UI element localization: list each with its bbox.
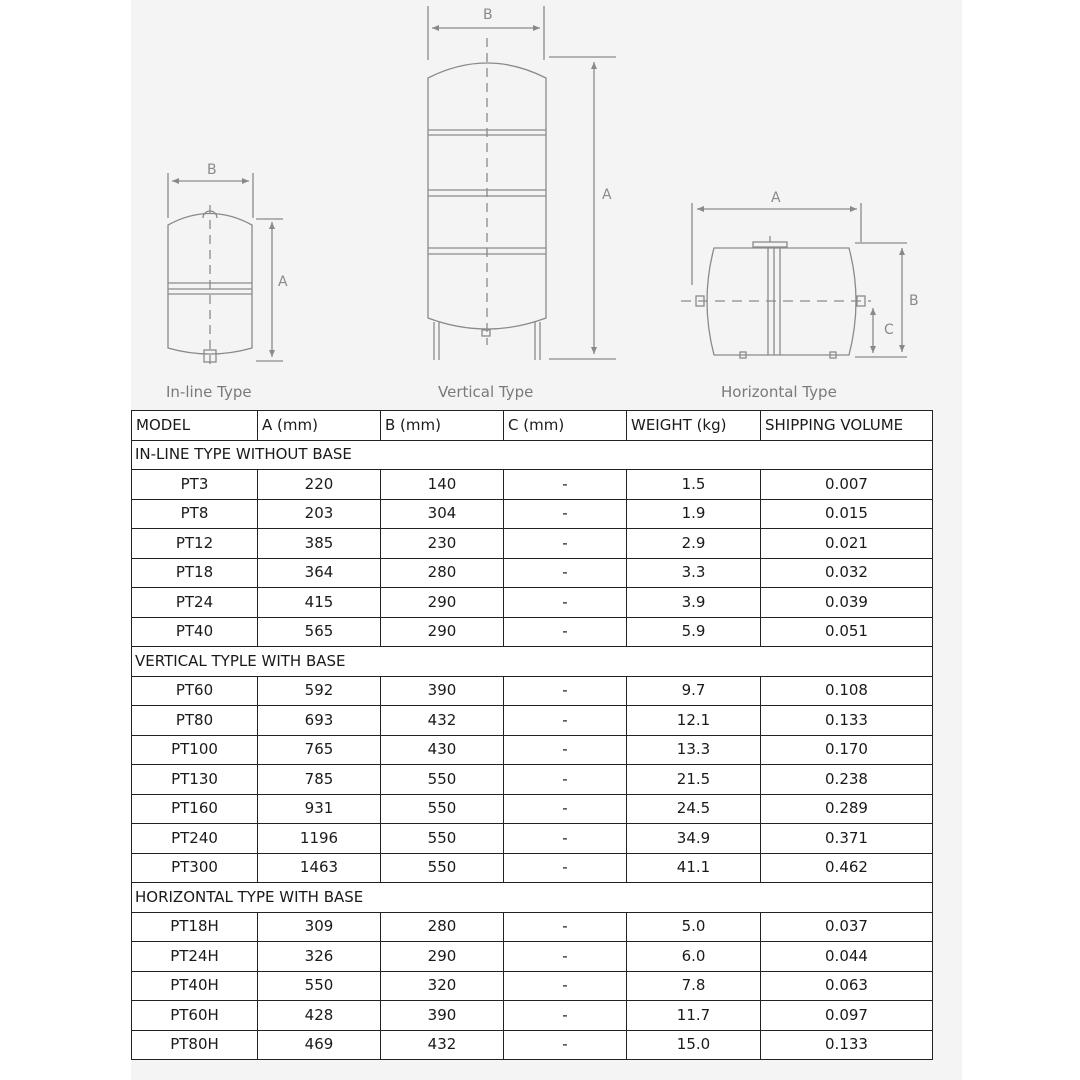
cell-c-mm: -: [504, 735, 627, 765]
cell-a-mm: 385: [258, 529, 381, 559]
cell-model: PT80: [132, 706, 258, 736]
cell-weight-kg: 21.5: [627, 765, 761, 795]
vertical-tank-drawing: [428, 6, 616, 401]
cell-shipping-volume: 0.462: [761, 853, 933, 883]
cell-shipping-volume: 0.037: [761, 912, 933, 942]
cell-c-mm: -: [504, 794, 627, 824]
cell-shipping-volume: 0.371: [761, 824, 933, 854]
cell-c-mm: -: [504, 971, 627, 1001]
cell-c-mm: -: [504, 558, 627, 588]
cell-weight-kg: 9.7: [627, 676, 761, 706]
cell-shipping-volume: 0.133: [761, 706, 933, 736]
table-row: [132, 676, 933, 706]
cell-shipping-volume: 0.032: [761, 558, 933, 588]
tank-drawings: [131, 0, 931, 410]
cell-shipping-volume: 0.051: [761, 617, 933, 647]
col-header-weight: WEIGHT (kg): [627, 411, 761, 441]
vertical-dim-a-label: A: [602, 187, 612, 203]
cell-a-mm: 765: [258, 735, 381, 765]
cell-c-mm: -: [504, 765, 627, 795]
cell-a-mm: 428: [258, 1001, 381, 1031]
cell-a-mm: 415: [258, 588, 381, 618]
cell-a-mm: 326: [258, 942, 381, 972]
cell-a-mm: 220: [258, 470, 381, 500]
section-title: HORIZONTAL TYPE WITH BASE: [132, 883, 933, 913]
horizontal-type-caption: Horizontal Type: [721, 383, 837, 401]
cell-b-mm: 550: [381, 794, 504, 824]
cell-a-mm: 592: [258, 676, 381, 706]
inline-type-caption: In-line Type: [166, 383, 252, 401]
cell-a-mm: 931: [258, 794, 381, 824]
cell-b-mm: 390: [381, 1001, 504, 1031]
cell-c-mm: -: [504, 529, 627, 559]
table-row: [132, 971, 933, 1001]
cell-weight-kg: 12.1: [627, 706, 761, 736]
cell-a-mm: 364: [258, 558, 381, 588]
table-row: [132, 470, 933, 500]
cell-model: PT80H: [132, 1030, 258, 1060]
cell-shipping-volume: 0.170: [761, 735, 933, 765]
cell-a-mm: 1196: [258, 824, 381, 854]
col-header-c: C (mm): [504, 411, 627, 441]
cell-model: PT8: [132, 499, 258, 529]
cell-model: PT300: [132, 853, 258, 883]
cell-model: PT18: [132, 558, 258, 588]
cell-c-mm: -: [504, 706, 627, 736]
cell-model: PT3: [132, 470, 258, 500]
cell-weight-kg: 1.9: [627, 499, 761, 529]
table-row: [132, 617, 933, 647]
cell-weight-kg: 5.0: [627, 912, 761, 942]
table-body: [132, 440, 933, 1060]
cell-b-mm: 280: [381, 558, 504, 588]
horizontal-dim-a-label: A: [771, 190, 781, 206]
cell-weight-kg: 11.7: [627, 1001, 761, 1031]
cell-weight-kg: 7.8: [627, 971, 761, 1001]
vertical-dim-b-label: B: [483, 7, 493, 23]
horizontal-tank-drawing: [681, 190, 919, 401]
cell-a-mm: 565: [258, 617, 381, 647]
cell-b-mm: 290: [381, 942, 504, 972]
cell-shipping-volume: 0.097: [761, 1001, 933, 1031]
section-header-row: [132, 883, 933, 913]
table-row: [132, 942, 933, 972]
cell-b-mm: 304: [381, 499, 504, 529]
cell-c-mm: -: [504, 617, 627, 647]
specification-table: [131, 410, 933, 1060]
cell-b-mm: 280: [381, 912, 504, 942]
cell-model: PT40: [132, 617, 258, 647]
section-title: IN-LINE TYPE WITHOUT BASE: [132, 440, 933, 470]
section-header-row: [132, 440, 933, 470]
cell-b-mm: 550: [381, 765, 504, 795]
cell-b-mm: 230: [381, 529, 504, 559]
inline-dim-a-label: A: [278, 274, 288, 290]
cell-weight-kg: 1.5: [627, 470, 761, 500]
cell-c-mm: -: [504, 676, 627, 706]
horizontal-dim-b-label: B: [909, 293, 919, 309]
cell-shipping-volume: 0.007: [761, 470, 933, 500]
cell-weight-kg: 6.0: [627, 942, 761, 972]
cell-b-mm: 320: [381, 971, 504, 1001]
table-row: [132, 499, 933, 529]
cell-a-mm: 785: [258, 765, 381, 795]
inline-dim-b-label: B: [207, 162, 217, 178]
cell-c-mm: -: [504, 1030, 627, 1060]
cell-c-mm: -: [504, 912, 627, 942]
cell-weight-kg: 3.3: [627, 558, 761, 588]
table-row: [132, 853, 933, 883]
cell-b-mm: 290: [381, 588, 504, 618]
cell-weight-kg: 5.9: [627, 617, 761, 647]
cell-c-mm: -: [504, 853, 627, 883]
cell-a-mm: 1463: [258, 853, 381, 883]
table-row: [132, 1030, 933, 1060]
section-title: VERTICAL TYPLE WITH BASE: [132, 647, 933, 677]
cell-model: PT60H: [132, 1001, 258, 1031]
table-row: [132, 794, 933, 824]
cell-model: PT12: [132, 529, 258, 559]
table-row: [132, 529, 933, 559]
vertical-type-caption: Vertical Type: [438, 383, 534, 401]
col-header-shipping-volume: SHIPPING VOLUME: [761, 411, 933, 441]
table-row: [132, 1001, 933, 1031]
table-row: [132, 824, 933, 854]
cell-a-mm: 469: [258, 1030, 381, 1060]
cell-b-mm: 430: [381, 735, 504, 765]
cell-a-mm: 693: [258, 706, 381, 736]
section-header-row: [132, 647, 933, 677]
cell-model: PT24: [132, 588, 258, 618]
cell-shipping-volume: 0.015: [761, 499, 933, 529]
cell-shipping-volume: 0.063: [761, 971, 933, 1001]
cell-model: PT18H: [132, 912, 258, 942]
cell-shipping-volume: 0.289: [761, 794, 933, 824]
cell-a-mm: 203: [258, 499, 381, 529]
cell-model: PT130: [132, 765, 258, 795]
cell-b-mm: 432: [381, 706, 504, 736]
cell-shipping-volume: 0.021: [761, 529, 933, 559]
cell-weight-kg: 3.9: [627, 588, 761, 618]
table-row: [132, 558, 933, 588]
cell-model: PT100: [132, 735, 258, 765]
cell-shipping-volume: 0.044: [761, 942, 933, 972]
col-header-b: B (mm): [381, 411, 504, 441]
cell-model: PT160: [132, 794, 258, 824]
table-row: [132, 588, 933, 618]
cell-c-mm: -: [504, 588, 627, 618]
horizontal-dim-c-label: C: [884, 322, 894, 338]
cell-b-mm: 432: [381, 1030, 504, 1060]
cell-a-mm: 550: [258, 971, 381, 1001]
cell-model: PT60: [132, 676, 258, 706]
cell-weight-kg: 15.0: [627, 1030, 761, 1060]
cell-shipping-volume: 0.108: [761, 676, 933, 706]
col-header-a: A (mm): [258, 411, 381, 441]
cell-weight-kg: 24.5: [627, 794, 761, 824]
table-row: [132, 735, 933, 765]
cell-c-mm: -: [504, 499, 627, 529]
cell-weight-kg: 41.1: [627, 853, 761, 883]
cell-c-mm: -: [504, 824, 627, 854]
cell-c-mm: -: [504, 1001, 627, 1031]
cell-b-mm: 140: [381, 470, 504, 500]
cell-c-mm: -: [504, 942, 627, 972]
cell-weight-kg: 2.9: [627, 529, 761, 559]
col-header-model: MODEL: [132, 411, 258, 441]
inline-tank-drawing: [166, 162, 288, 401]
table-row: [132, 765, 933, 795]
cell-b-mm: 550: [381, 824, 504, 854]
cell-weight-kg: 34.9: [627, 824, 761, 854]
cell-shipping-volume: 0.133: [761, 1030, 933, 1060]
cell-c-mm: -: [504, 470, 627, 500]
cell-model: PT40H: [132, 971, 258, 1001]
cell-weight-kg: 13.3: [627, 735, 761, 765]
header-row: [132, 411, 933, 441]
cell-b-mm: 290: [381, 617, 504, 647]
table-row: [132, 706, 933, 736]
cell-b-mm: 390: [381, 676, 504, 706]
cell-model: PT240: [132, 824, 258, 854]
cell-a-mm: 309: [258, 912, 381, 942]
cell-b-mm: 550: [381, 853, 504, 883]
table-row: [132, 912, 933, 942]
cell-shipping-volume: 0.238: [761, 765, 933, 795]
cell-model: PT24H: [132, 942, 258, 972]
cell-shipping-volume: 0.039: [761, 588, 933, 618]
